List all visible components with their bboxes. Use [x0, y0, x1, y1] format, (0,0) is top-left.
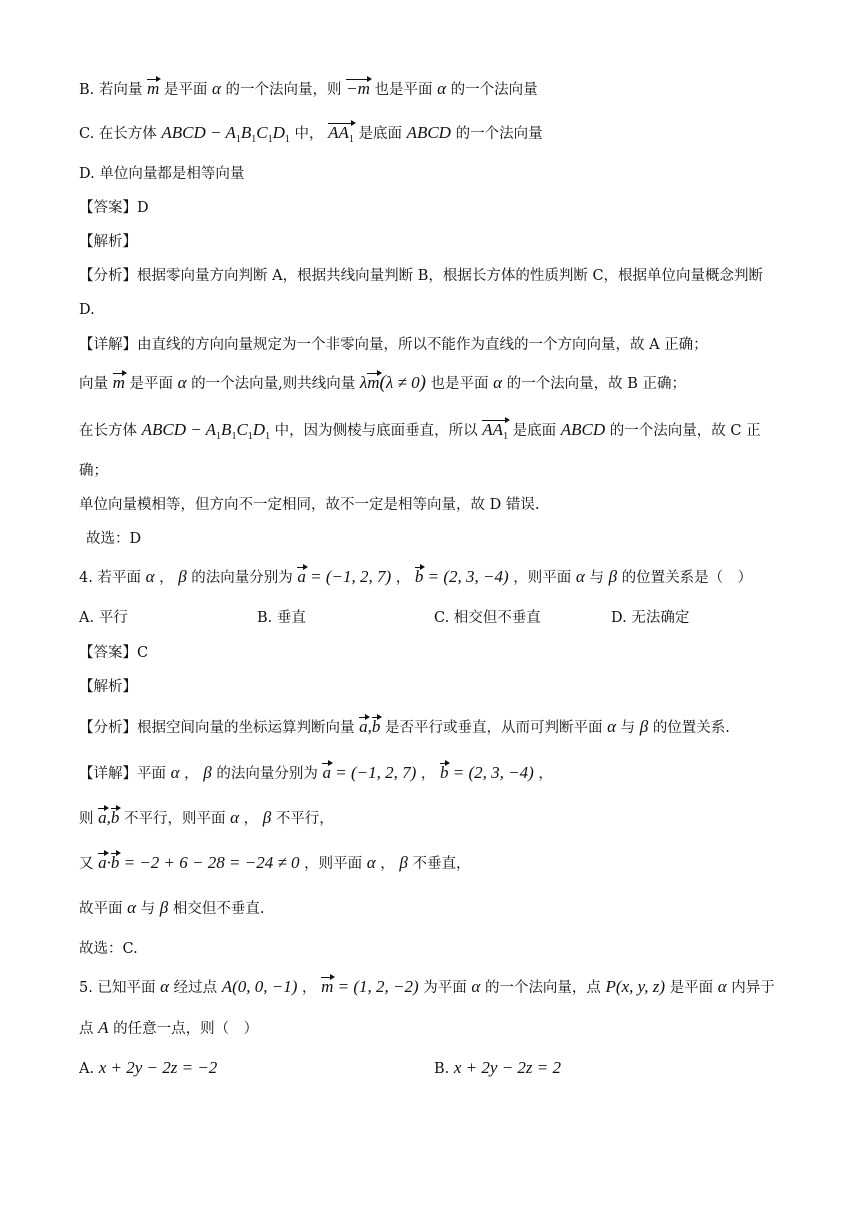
q3-fenxi-line2: D.	[79, 302, 95, 318]
cuboid-name: ABCD − $A_1B_1C_1D_1$	[141, 420, 271, 442]
symbol-alpha: α	[211, 79, 221, 98]
q4-detail-line3: 又 a·b = −2 + 6 − 28 = −24 ≠ 0 ，则平面 α ， β 不垂直，	[79, 853, 471, 872]
symbol-beta: β	[159, 898, 169, 917]
q4-detail-line4: 故平面 α 与 β 相交但不垂直.	[79, 898, 265, 917]
symbol-alpha: α	[160, 977, 169, 996]
q3-fenxi-line1: 【分析】根据零向量方向判断 A，根据共线向量判断 B，根据长方体的性质判断 C，根据单位向量概念判断	[79, 268, 764, 284]
symbol-beta: β	[262, 808, 272, 827]
symbol-beta: β	[399, 853, 408, 872]
lambda-m-expr: λm(λ ≠ 0)	[359, 372, 426, 393]
cuboid-name: ABCD − $A_1B_1C_1D_1$	[161, 123, 290, 145]
q3-detail-line3: 在长方体 ABCD − $A_1B_1C_1D_1$ 中，因为侧棱与底面垂直，所以 $AA_1$ 是底面 ABCD 的一个法向量，故 C 正	[79, 419, 761, 448]
q5-option-b: B. x + 2y − 2z = 2	[434, 1058, 561, 1077]
symbol-beta: β	[639, 717, 649, 736]
q4-option-b: B. 垂直	[257, 610, 306, 626]
symbol-alpha: α	[127, 898, 137, 917]
vector-neg-m: −m	[346, 79, 370, 98]
symbol-alpha: α	[230, 808, 240, 827]
vector-aa1: $AA_1$	[328, 122, 354, 151]
q3-analysis-heading: 【解析】	[79, 234, 137, 250]
q4-analysis-heading: 【解析】	[79, 679, 137, 695]
q4-fenxi: 【分析】根据空间向量的坐标运算判断向量 a,b 是否平行或垂直，从而可判断平面 α 与 β 的位置关系.	[79, 717, 730, 736]
symbol-alpha: α	[170, 763, 180, 782]
q3-detail-line4: 单位向量模相等，但方向不一定相同，故不一定是相等向量，故 D 错误.	[79, 497, 540, 513]
vector-m: m	[146, 79, 160, 98]
q3-detail-line3b: 确；	[79, 463, 108, 479]
symbol-alpha: α	[607, 717, 617, 736]
q3-option-b: B. 若向量 m 是平面 α 的一个法向量，则 −m 也是平面 α 的一个法向量	[79, 79, 538, 98]
q3-option-d: D. 单位向量都是相等向量	[79, 166, 245, 182]
q4-stem: 4. 若平面 α ， β 的法向量分别为 a = (−1, 2, 7) ， b = (2, 3, −4) ，则平面 α 与 β 的位置关系是（ ）	[79, 567, 753, 586]
vector-a-expr: a = (−1, 2, 7)	[322, 763, 417, 782]
q4-detail-line1: 【详解】平面 α ， β 的法向量分别为 a = (−1, 2, 7) ， b = (2, 3, −4) ，	[79, 763, 553, 782]
point-a: A(0, 0, −1)	[221, 977, 298, 996]
q4-answer: 【答案】C	[79, 645, 149, 661]
vector-m: m	[112, 373, 125, 392]
q4-option-a: A. 平行	[79, 610, 128, 626]
q4-choose: 故选：C.	[79, 941, 138, 957]
point-p: P(x, y, z)	[605, 977, 666, 996]
symbol-alpha: α	[145, 567, 155, 586]
q3-detail-line2: 向量 m 是平面 α 的一个法向量,则共线向量 λm(λ ≠ 0) 也是平面 α 的一个法向量，故 B 正确；	[79, 372, 687, 393]
q5-stem-line1: 5. 已知平面 α 经过点 A(0, 0, −1) ， m = (1, 2, −2) 为平面 α 的一个法向量，点 P(x, y, z) 是平面 α 内异于	[79, 977, 775, 996]
vector-b-expr: b = (2, 3, −4)	[414, 567, 509, 586]
q4-option-d: D. 无法确定	[611, 610, 690, 626]
q5-stem-line2: 点 A 的任意一点，则（ ）	[79, 1018, 259, 1037]
symbol-alpha: α	[177, 373, 187, 392]
q4-option-c: C. 相交但不垂直	[434, 610, 541, 626]
symbol-beta: β	[608, 567, 618, 586]
vector-m-expr: m = (1, 2, −2)	[321, 977, 419, 996]
q3-detail-line1: 【详解】由直线的方向向量规定为一个非零向量，所以不能作为直线的一个方向向量，故 A 正确；	[79, 337, 708, 353]
symbol-beta: β	[178, 567, 187, 586]
q3-choose: 故选：D	[86, 531, 142, 547]
symbol-beta: β	[203, 763, 212, 782]
symbol-alpha: α	[366, 853, 376, 872]
symbol-alpha: α	[471, 977, 481, 996]
q3-option-c: C. 在长方体 ABCD − $A_1B_1C_1D_1$ 中， $AA_1$ 是底面 ABCD 的一个法向量	[79, 122, 543, 151]
vectors-a-b: a,b	[359, 717, 381, 736]
symbol-alpha: α	[437, 79, 447, 98]
q5-option-a: A. x + 2y − 2z = −2	[79, 1058, 218, 1077]
vector-aa1: $AA_1$	[482, 419, 508, 448]
q3-answer: 【答案】D	[79, 200, 149, 216]
vector-a-expr: a = (−1, 2, 7)	[297, 567, 392, 586]
symbol-alpha: α	[717, 977, 727, 996]
point-a-label: A	[98, 1018, 109, 1037]
dot-product-expr: a·b = −2 + 6 − 28 = −24 ≠ 0	[98, 853, 300, 872]
vector-b-expr: b = (2, 3, −4)	[439, 763, 534, 782]
vectors-a-b: a,b	[98, 808, 120, 827]
q4-detail-line2: 则 a,b 不平行，则平面 α ， β 不平行，	[79, 808, 334, 827]
symbol-alpha: α	[493, 373, 503, 392]
symbol-alpha: α	[575, 567, 585, 586]
